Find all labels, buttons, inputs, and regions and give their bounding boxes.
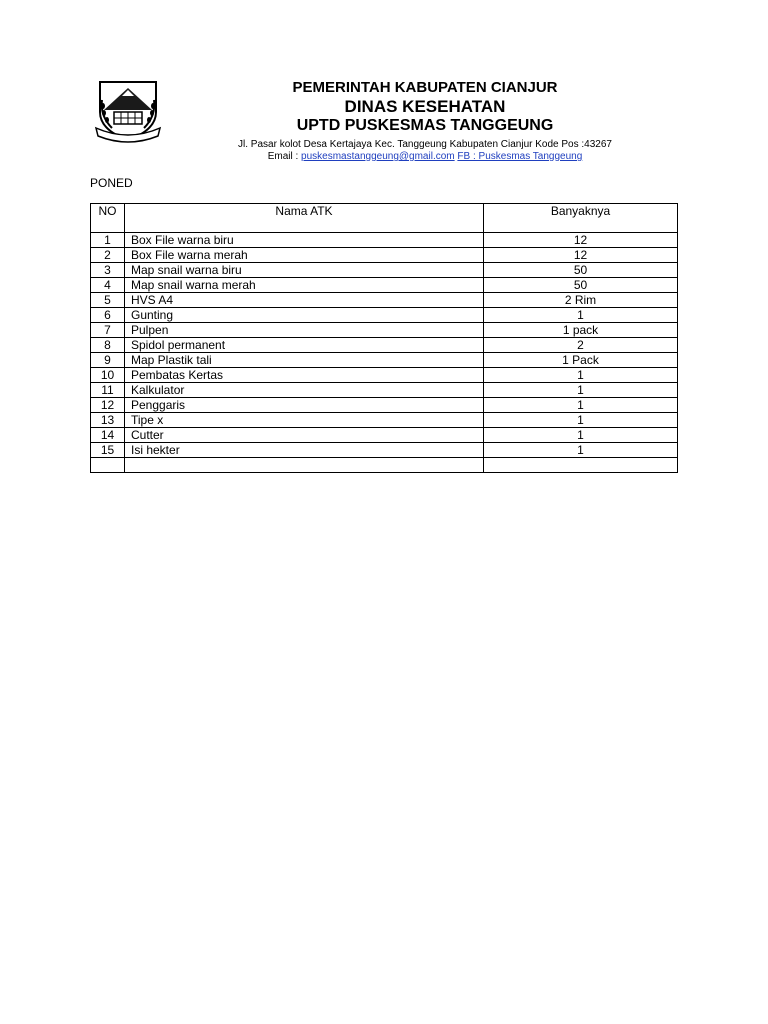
column-header-qty: Banyaknya xyxy=(484,204,678,233)
department-title: DINAS KESEHATAN xyxy=(344,97,506,116)
puskesmas-title: UPTD PUSKESMAS TANGGEUNG xyxy=(296,117,554,134)
cell-item-name: Cutter xyxy=(125,428,484,443)
cell-item-name: HVS A4 xyxy=(125,293,484,308)
cell-quantity: 1 xyxy=(484,443,678,458)
cell-item-name: Isi hekter xyxy=(125,443,484,458)
cell-no: 10 xyxy=(91,368,125,383)
cell-quantity xyxy=(484,458,678,473)
table-header-row xyxy=(91,204,678,233)
cell-item-name: Map snail warna biru xyxy=(125,263,484,278)
cell-item-name: Spidol permanent xyxy=(125,338,484,353)
cell-no: 13 xyxy=(91,413,125,428)
table-row xyxy=(91,428,678,443)
cell-no: 11 xyxy=(91,383,125,398)
table-row xyxy=(91,233,678,248)
cell-no: 14 xyxy=(91,428,125,443)
letterhead xyxy=(200,78,650,163)
cell-quantity: 1 pack xyxy=(484,323,678,338)
table-row xyxy=(91,353,678,368)
email-link[interactable]: puskesmastanggeung@gmail.com xyxy=(301,151,455,162)
table-row xyxy=(91,338,678,353)
table-row xyxy=(91,293,678,308)
cell-no: 7 xyxy=(91,323,125,338)
cell-quantity: 1 xyxy=(484,398,678,413)
column-header-name: Nama ATK xyxy=(125,204,484,233)
cell-quantity: 50 xyxy=(484,278,678,293)
cell-no: 5 xyxy=(91,293,125,308)
cell-item-name: Gunting xyxy=(125,308,484,323)
atk-table xyxy=(90,203,678,473)
section-label: PONED xyxy=(90,176,133,190)
cell-quantity: 1 xyxy=(484,308,678,323)
cell-quantity: 1 xyxy=(484,368,678,383)
cell-no: 15 xyxy=(91,443,125,458)
cell-item-name: Map snail warna merah xyxy=(125,278,484,293)
table-row xyxy=(91,248,678,263)
cell-quantity: 2 xyxy=(484,338,678,353)
cell-no: 3 xyxy=(91,263,125,278)
cell-no: 9 xyxy=(91,353,125,368)
government-title: PEMERINTAH KABUPATEN CIANJUR xyxy=(292,79,558,96)
table-body xyxy=(91,233,678,473)
cell-no: 8 xyxy=(91,338,125,353)
table-row xyxy=(91,368,678,383)
cell-quantity: 50 xyxy=(484,263,678,278)
cell-quantity: 2 Rim xyxy=(484,293,678,308)
address-line: Jl. Pasar kolot Desa Kertajaya Kec. Tanggeung Kabupaten Cianjur Kode Pos :43267 xyxy=(238,139,612,150)
column-header-no: NO xyxy=(91,204,125,233)
cell-item-name: Penggaris xyxy=(125,398,484,413)
table-row xyxy=(91,458,678,473)
contact-line xyxy=(200,151,650,163)
cell-item-name: Kalkulator xyxy=(125,383,484,398)
cell-item-name: Box File warna biru xyxy=(125,233,484,248)
cell-no: 2 xyxy=(91,248,125,263)
table-row xyxy=(91,398,678,413)
cell-quantity: 12 xyxy=(484,248,678,263)
cianjur-emblem-logo xyxy=(92,76,164,146)
cell-item-name: Pembatas Kertas xyxy=(125,368,484,383)
cell-quantity: 1 Pack xyxy=(484,353,678,368)
cell-item-name xyxy=(125,458,484,473)
table-row xyxy=(91,323,678,338)
cell-no: 4 xyxy=(91,278,125,293)
cell-item-name: Tipe x xyxy=(125,413,484,428)
cell-no: 6 xyxy=(91,308,125,323)
facebook-link[interactable]: FB : Puskesmas Tanggeung xyxy=(457,151,583,162)
table-row xyxy=(91,383,678,398)
table-row xyxy=(91,413,678,428)
table-row xyxy=(91,308,678,323)
cell-quantity: 12 xyxy=(484,233,678,248)
cell-item-name: Map Plastik tali xyxy=(125,353,484,368)
cell-quantity: 1 xyxy=(484,428,678,443)
cell-no xyxy=(91,458,125,473)
cell-no: 12 xyxy=(91,398,125,413)
email-label: Email : xyxy=(267,151,302,162)
cell-item-name: Box File warna merah xyxy=(125,248,484,263)
cell-item-name: Pulpen xyxy=(125,323,484,338)
cell-quantity: 1 xyxy=(484,413,678,428)
table-row xyxy=(91,263,678,278)
cell-quantity: 1 xyxy=(484,383,678,398)
table-row xyxy=(91,278,678,293)
cell-no: 1 xyxy=(91,233,125,248)
table-row xyxy=(91,443,678,458)
